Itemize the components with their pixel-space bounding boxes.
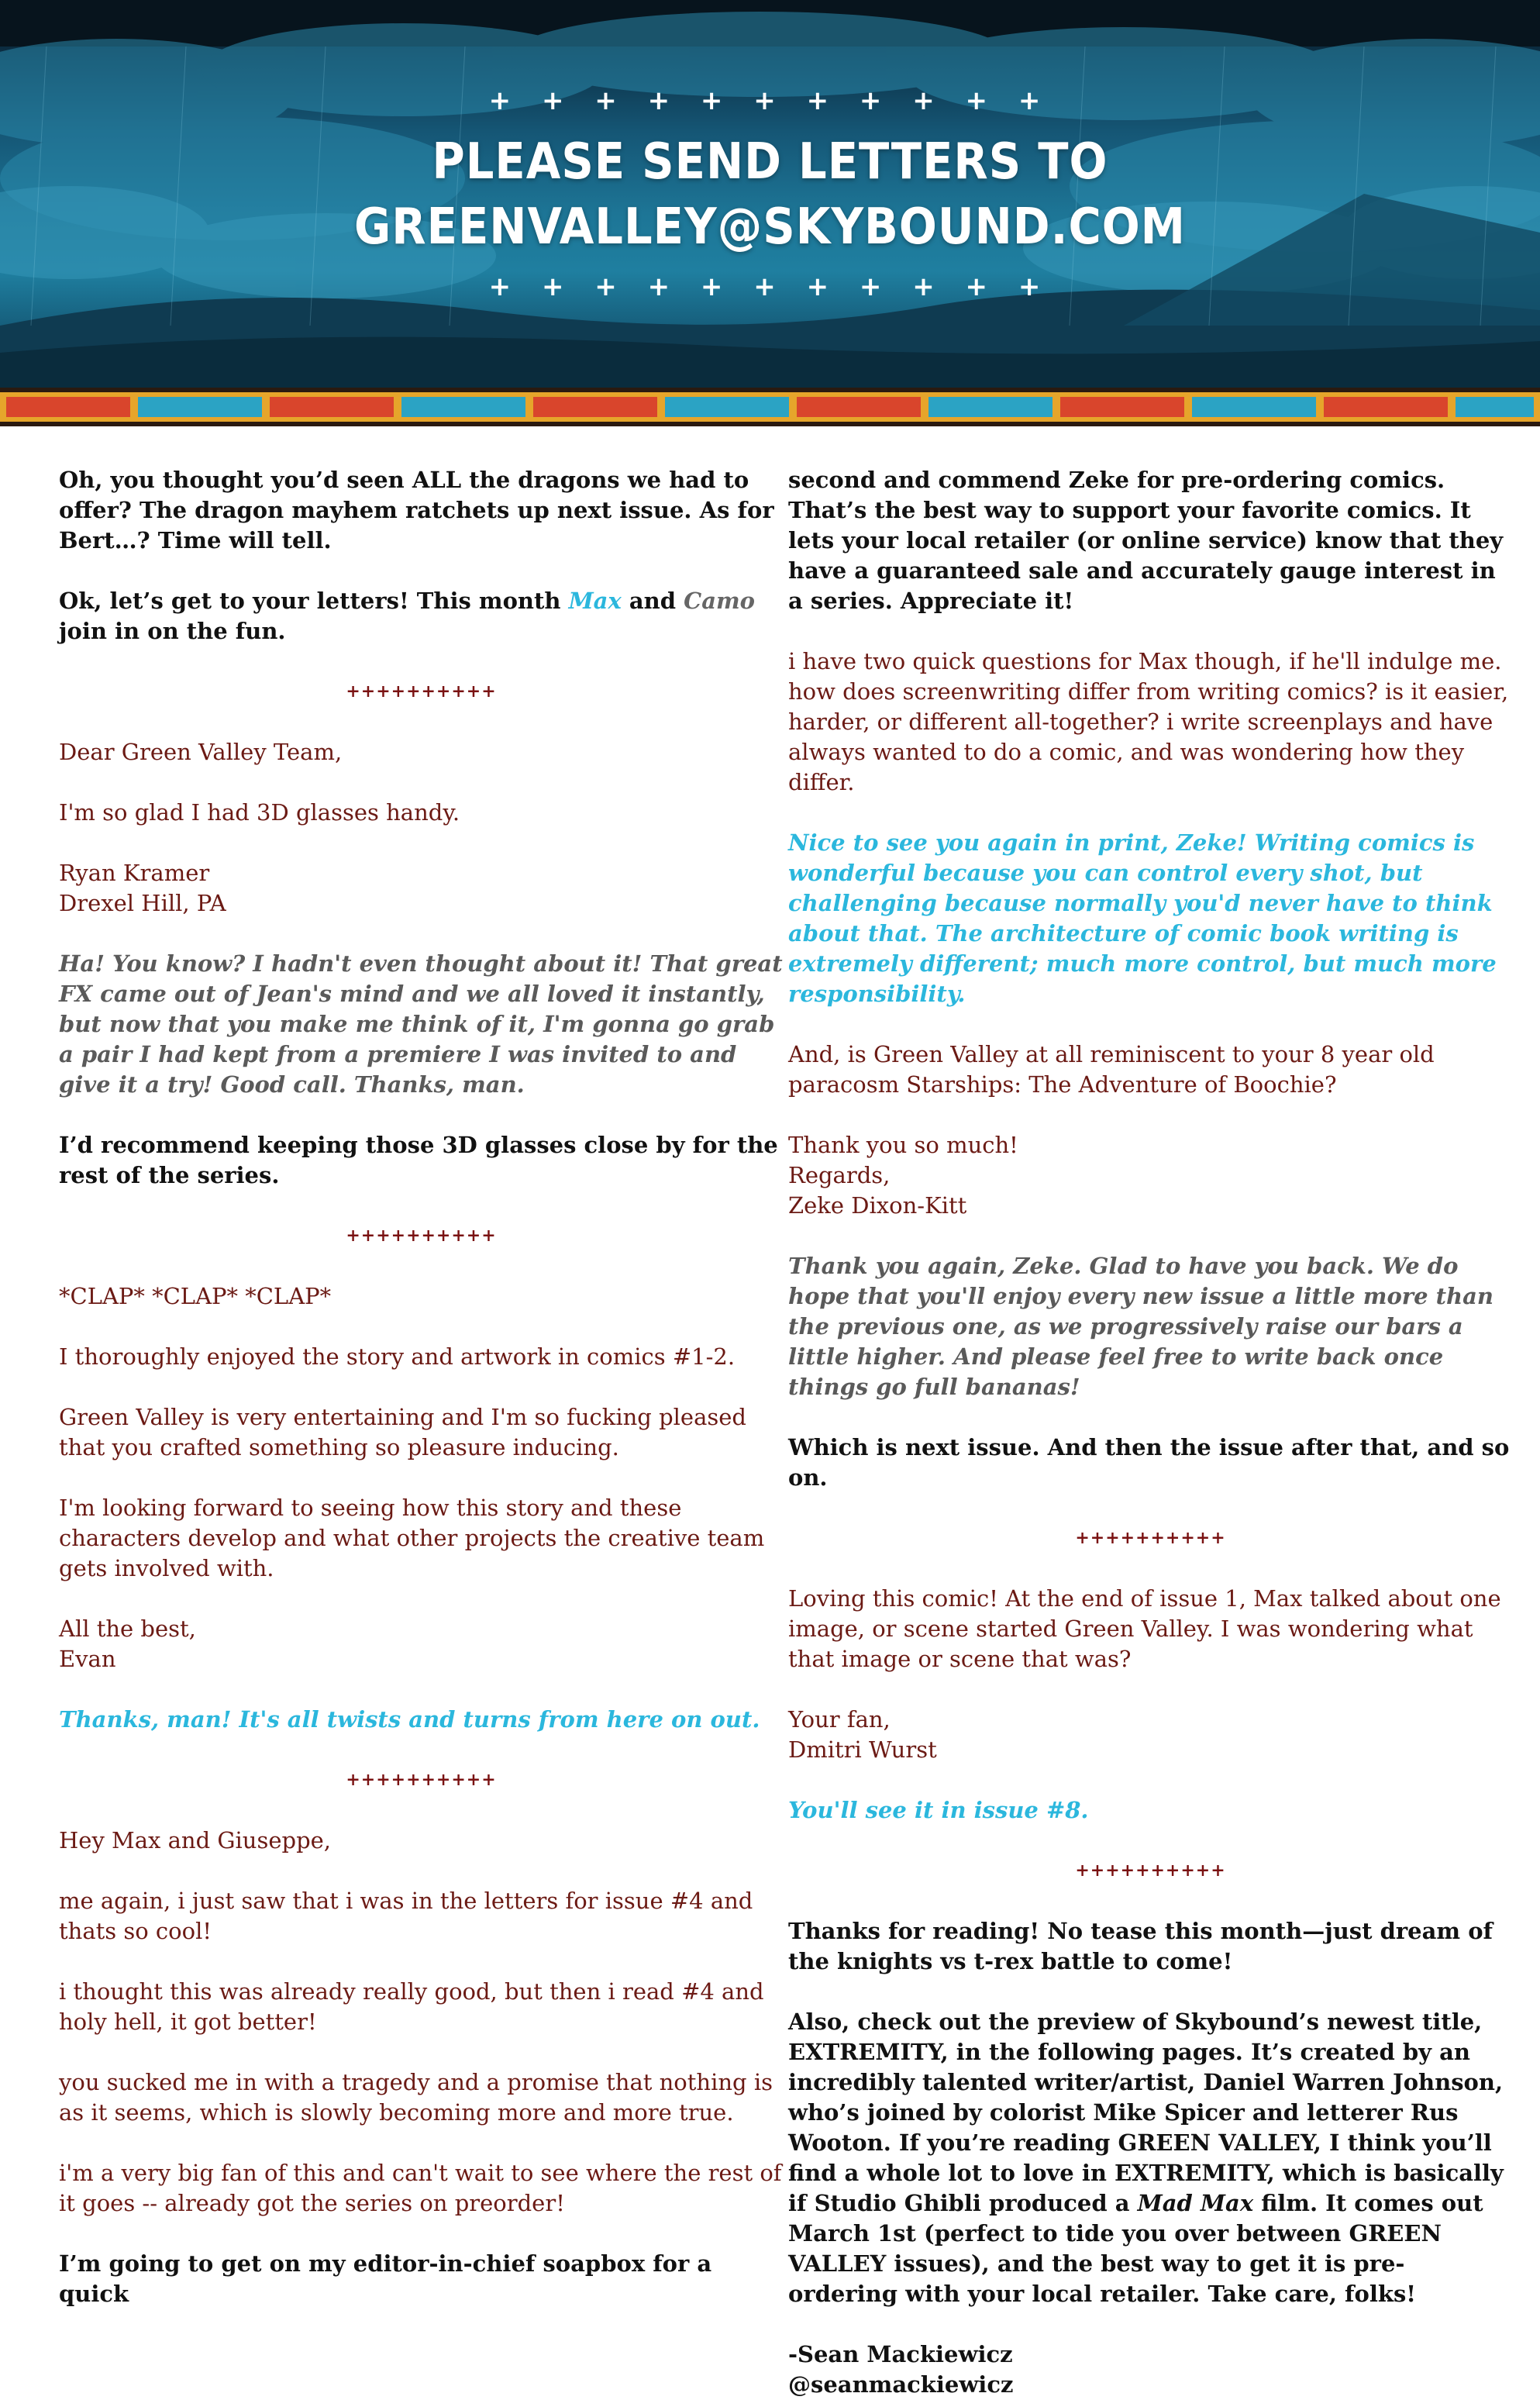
creator-reply: Thank you again, Zeke. Glad to have you back. We do hope that you'll enjoy every new issue a little more than the previous one, as we progressively raise our bars a little higher. And please feel free to write back once things go full bananas!: [788, 1253, 1493, 1400]
editor-extremity-promo: Also, check out the preview of Skybound’s newest title, EXTREMITY, in the following pages. It’s created by an incredibly talented writer/artist, Daniel Warren Johnson, who’s joined by colorist Mike Spicer and letterer Rus Wooton. If you’re reading GREEN VALLEY, I think you’ll find a whole lot to love in EXTREMITY, which is basically if Studio Ghibli produced a Mad Max film. It comes out March 1st (perfect to tide you over between GREEN VALLEY issues), and the best way to get it is pre-ordering with your local retailer. Take care, folks!: [788, 2009, 1504, 2307]
letter-signoff: Your fan,: [788, 1706, 891, 1733]
name-max: Max: [568, 588, 622, 614]
letter-clap: *CLAP* *CLAP* *CLAP*: [59, 1283, 332, 1309]
letter-body: I thoroughly enjoyed the story and artwork in comics #1-2.: [59, 1343, 736, 1370]
letter-author-name: Ryan Kramer: [59, 860, 210, 886]
editor-signature: -Sean Mackiewicz: [788, 2341, 1013, 2367]
section-separator: ++++++++++: [1075, 1528, 1226, 1548]
creator-reply: Thanks, man! It's all twists and turns from here on out.: [59, 1706, 760, 1733]
editor-intro: Oh, you thought you’d seen ALL the dragons we had to offer? The dragon mayhem ratchets up next issue. As for Bert…? Time will tell.: [59, 467, 774, 553]
letter-body: you sucked me in with a tragedy and a promise that nothing is as it seems, which is slowly becoming more and more true.: [59, 2069, 773, 2126]
decorative-border-strip: [0, 388, 1540, 426]
section-separator: ++++++++++: [1075, 1860, 1226, 1881]
letter-body: i'm a very big fan of this and can't wait to see where the rest of it goes -- already got the series on preorder!: [59, 2160, 782, 2216]
letter-body: I'm looking forward to seeing how this story and these characters develop and what other projects the creative team gets involved with.: [59, 1495, 765, 1581]
editor-response: I’d recommend keeping those 3D glasses close by for the rest of the series.: [59, 1132, 778, 1188]
letter-signoff: Regards,: [788, 1162, 891, 1188]
letters-header-banner: [0, 0, 1540, 388]
editor-handle: @seanmackiewicz: [788, 2371, 1014, 2398]
clouds-landscape-illustration: [0, 0, 1540, 388]
letter-body: Loving this comic! At the end of issue 1, Max talked about one image, or scene started Green Valley. I was wondering what that image or scene that was?: [788, 1585, 1501, 1672]
creator-reply: You'll see it in issue #8.: [788, 1797, 1089, 1823]
section-separator: ++++++++++: [346, 1226, 497, 1246]
letter-body: And, is Green Valley at all reminiscent to your 8 year old paracosm Starships: The Adventure of Boochie?: [788, 1041, 1435, 1098]
left-column: [59, 465, 784, 2309]
letter-signoff: All the best,: [59, 1616, 196, 1642]
creator-reply: Ha! You know? I hadn't even thought about it! That great FX came out of Jean's mind and we all loved it instantly, but now that you make me think of it, I'm gonna go grab a pair I had kept from a premiere I was invited to and give it a try! Good call. Thanks, man.: [59, 950, 783, 1098]
letter-author-location: Drexel Hill, PA: [59, 890, 226, 916]
decorative-plus-row-top: + + + + + + + + + + +: [488, 85, 1052, 116]
letter-author-name: Dmitri Wurst: [788, 1736, 937, 1763]
section-separator: ++++++++++: [346, 681, 497, 702]
letter-body: i thought this was already really good, but then i read #4 and holy hell, it got better!: [59, 1978, 764, 2035]
editor-response: Which is next issue. And then the issue after that, and so on.: [788, 1434, 1510, 1491]
letter-body: i have two quick questions for Max though, if he'll indulge me. how does screenwriting differ from writing comics? is it easier, harder, or different all-together? i write screenplays and have always wanted to do a comic, and was wondering how they differ.: [788, 648, 1509, 795]
editor-response-continued: second and commend Zeke for pre-ordering comics. That’s the best way to support your favorite comics. It lets your local retailer (or online service) know that they have a guaranteed sale and accurately gauge interest in a series. Appreciate it!: [788, 467, 1504, 614]
letter-body: me again, i just saw that i was in the letters for issue #4 and thats so cool!: [59, 1888, 753, 1944]
creator-reply: Nice to see you again in print, Zeke! Writing comics is wonderful because you can control every shot, but challenging because normally you'd never have to think about that. The architecture of comic book writing is extremely different; much more control, but much more responsibility.: [788, 829, 1497, 1007]
letter-author-name: Evan: [59, 1646, 116, 1672]
editor-response: I’m going to get on my editor-in-chief soapbox for a quick: [59, 2250, 712, 2307]
editor-outro: Thanks for reading! No tease this month—just dream of the knights vs t-rex battle to come!: [788, 1918, 1493, 1974]
letter-signoff: Thank you so much!: [788, 1132, 1018, 1158]
section-separator: ++++++++++: [346, 1770, 497, 1790]
name-camo: Camo: [684, 588, 756, 614]
letter-body: I'm so glad I had 3D glasses handy.: [59, 799, 460, 826]
film-title: Mad Max: [1137, 2190, 1254, 2216]
right-column: [788, 465, 1513, 2400]
letter-greeting: Hey Max and Giuseppe,: [59, 1827, 332, 1853]
decorative-plus-row-bottom: + + + + + + + + + + +: [488, 271, 1052, 302]
headline-send-letters: PLEASE SEND LETTERS TO: [432, 133, 1108, 191]
headline-email-address: GREENVALLEY@SKYBOUND.COM: [354, 198, 1186, 256]
letter-body: Green Valley is very entertaining and I'm so fucking pleased that you crafted something so pleasure inducing.: [59, 1404, 746, 1460]
letter-greeting: Dear Green Valley Team,: [59, 739, 343, 765]
editor-intro-letters: Ok, let’s get to your letters! This month Max and Camo join in on the fun.: [59, 588, 756, 644]
letter-author-name: Zeke Dixon-Kitt: [788, 1192, 967, 1219]
